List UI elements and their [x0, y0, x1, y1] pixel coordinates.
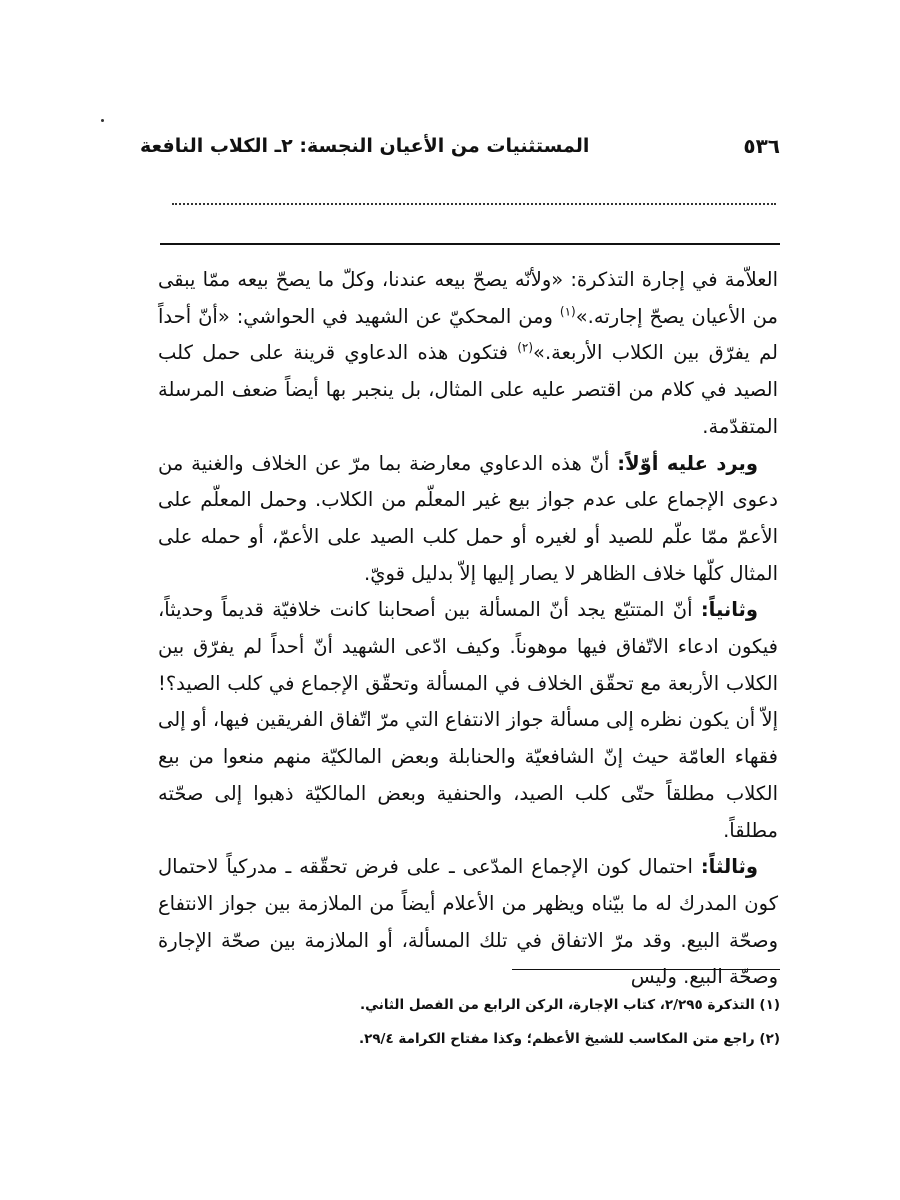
header-rule: [160, 243, 780, 245]
paragraph-3: [158, 592, 778, 849]
paragraph-2-lead: ويرد عليه أوّلاً:: [617, 451, 758, 475]
running-title: المستثنيات من الأعيان النجسة: ٢ـ الكلاب النافعة: [140, 135, 590, 157]
footnotes: [300, 988, 780, 1056]
footnote-ref-1: (١): [559, 304, 576, 319]
footnote-ref-2: (٢): [517, 340, 534, 355]
main-text: [158, 262, 778, 996]
paragraph-1: [158, 262, 778, 446]
page-header: [140, 128, 780, 164]
stray-mark: [101, 119, 104, 122]
paragraph-4-text: احتمال كون الإجماع المدّعى ـ على فرض تحقّقه ـ مدركياً لاحتمال كون المدرك له ما بيّناه ويظهر من الأعلام أيضاً من الملازمة بين جواز الانتفاع وصحّة البيع. وقد مرّ الاتفاق في تلك المسألة، أو الملازمة بين صحّة الإجارة وصحّة البيع. وليس: [158, 855, 778, 989]
paragraph-2: [158, 446, 778, 593]
paragraph-3-lead: وثانياً:: [700, 598, 758, 622]
page-number: ٥٣٦: [743, 134, 780, 158]
footnote-rule: [512, 969, 780, 970]
paragraph-1-text-c: فتكون هذه الدعاوي قرينة على حمل كلب الصيد في كلام من اقتصر عليه على المثال، بل ينجبر بها أيضاً ضعف المرسلة المتقدّمة.: [158, 341, 778, 438]
footnote-2: (٢) راجع متن المكاسب للشيخ الأعظم؛ وكذا مفتاح الكرامة ٢٩/٤.: [358, 1031, 780, 1047]
paragraph-1-text-b: ومن المحكيّ عن الشهيد في الحواشي: «أنّ أحداً لم يفرّق بين الكلاب الأربعة.»: [158, 304, 778, 365]
paragraph-4: [158, 849, 778, 996]
paragraph-1-text: العلاّمة في إجارة التذكرة: «ولأنّه يصحّ بيعه عندنا، وكلّ ما يصحّ بيعه ممّا يبقى من الأعيان يصحّ إجارته.»: [158, 268, 778, 328]
footnote-1: (١) التذكرة ٢/٢٩٥، كتاب الإجارة، الركن الرابع من الفصل الثاني.: [360, 997, 780, 1013]
paragraph-3-text: أنّ المتتبّع يجد أنّ المسألة بين أصحابنا كانت خلافيّة قديماً وحديثاً، فيكون ادعاء الاتّفاق فيها موهوناً. وكيف ادّعى الشهيد أنّ أحداً لم يفرّق بين الكلاب الأربعة مع تحقّق الخلاف في المسألة وتحقّق الإجماع في كلب الصيد؟! إلاّ أن يكون نظره إلى مسألة جواز الانتفاع التي مرّ اتّفاق الفريقين فيها، أو إلى فقهاء العامّة حيث إنّ الشافعيّة والحنابلة وبعض المالكيّة منهم منعوا من بيع الكلاب مطلقاً حتّى كلب الصيد، والحنفية وبعض المالكيّة ذهبوا إلى صحّته مطلقاً.: [158, 598, 778, 842]
paragraph-4-lead: وثالثاً:: [700, 855, 758, 879]
paragraph-2-text: أنّ هذه الدعاوي معارضة بما مرّ عن الخلاف والغنية من دعوى الإجماع على عدم جواز بيع غير المعلّم من الكلاب. وحمل المعلّم على الأعمّ ممّا علّم للصيد أو لغيره أو حمل كلب الصيد على الأعمّ، أو حمله على المثال كلّها خلاف الظاهر لا يصار إليها إلاّ بدليل قويّ.: [158, 451, 778, 585]
dotted-separator: [172, 203, 776, 205]
